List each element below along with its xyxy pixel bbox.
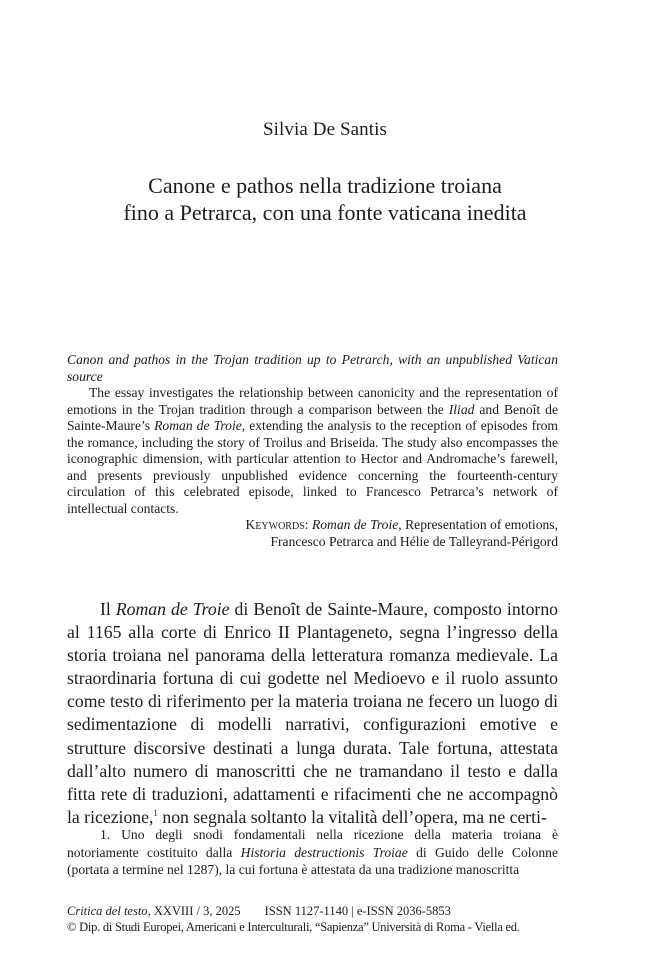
abstract-text-part-2: and Benoît de Sainte-Maure’s bbox=[67, 401, 558, 433]
title-line-2: fino a Petrarca, con una fonte vaticana inedita bbox=[123, 200, 527, 225]
journal-name: Critica del testo bbox=[67, 904, 148, 918]
keywords bbox=[67, 517, 558, 550]
page-footer bbox=[67, 903, 558, 935]
body-segment-3: non segnala soltanto la vitalità dell’opera, ma ne certi- bbox=[157, 806, 547, 827]
keywords-line-2: Francesco Petrarca and Hélie de Talleyrand-Périgord bbox=[270, 533, 558, 549]
footnote-1 bbox=[67, 826, 558, 879]
keywords-rest: , Representation of emotions, bbox=[398, 517, 558, 532]
footnote-part-2: di Guido delle Colonne (portata a termine nel 1287), la cui fortuna è attestata da una tradizione manoscritta bbox=[67, 844, 558, 877]
footnote bbox=[67, 826, 558, 879]
english-title: Canon and pathos in the Trojan tradition up to Petrarch, with an unpublished Vatican source bbox=[67, 352, 558, 384]
author-name: Silvia De Santis bbox=[262, 119, 388, 140]
keywords-line-1 bbox=[67, 517, 558, 534]
abstract-text-part-1: The essay investigates the relationship between canonicity and the representation of emotions in the Trojan tradition through a comparison between the bbox=[67, 385, 558, 417]
abstract bbox=[67, 352, 558, 550]
abstract-text bbox=[67, 385, 558, 517]
abstract-iliad: Iliad bbox=[448, 401, 475, 417]
journal-issn: ISSN 1127-1140 | e-ISSN 2036-5853 bbox=[264, 904, 451, 918]
body-paragraph bbox=[67, 598, 558, 829]
body-segment-1: Il bbox=[100, 599, 116, 619]
footnote-work-title: Historia destructionis Troiae bbox=[240, 844, 408, 860]
footer-copyright: © Dip. di Studi Europei, Americani e Interculturali, “Sapienza” Università di Roma - Viella ed. bbox=[67, 920, 520, 934]
title-line-1: Canone e pathos nella tradizione troiana bbox=[148, 173, 502, 198]
abstract-roman-title: Roman de Troie bbox=[154, 418, 242, 433]
keyword-roman: Roman de Troie bbox=[311, 517, 399, 532]
body-segment-2: di Benoît de Sainte-Maure, composto intorno al 1165 alla corte di Enrico II Plantageneto, segna l’ingresso della storia troiana nel panorama della letteratura romanza medievale. La straordinaria fortuna di cui godette nel Medioevo e il ruolo assunto come testo di riferimento per la materia troiana ne fecero un luogo di sedimentazione di modelli narrativi, configurazioni emotive e strutture discorsive destinati a lunga durata. Tale fortuna, attestata dall’alto numero di manoscritti che ne tramandano il testo e dalla fitta rete di traduzioni, adattamenti e rifacimenti che ne accompagnò la ricezione, bbox=[67, 599, 559, 827]
body-roman-title: Roman de Troie bbox=[115, 599, 230, 619]
footnote-ref[interactable]: 1 bbox=[153, 807, 158, 818]
footnote-part-1: 1. Uno degli snodi fondamentali nella ricezione della materia troiana è notoriamente costituito dalla bbox=[67, 827, 558, 860]
article-title bbox=[0, 172, 650, 226]
body-text bbox=[67, 598, 558, 829]
journal-issue: , XXVIII / 3, 2025 bbox=[147, 904, 241, 918]
footer-citation bbox=[67, 903, 558, 919]
abstract-text-part-3: , extending the analysis to the reception of episodes from the romance, including the story of Troilus and Briseida. The study also encompasses the iconographic dimension, with particular attention to Hector and Andromache’s farewell, and presents previously unpublished evidence concerning the fourteenth-century circulation of this celebrated episode, linked to Francesco Petrarca’s network of intellectual contacts. bbox=[67, 418, 558, 516]
keywords-label: Keywords: bbox=[245, 517, 309, 532]
